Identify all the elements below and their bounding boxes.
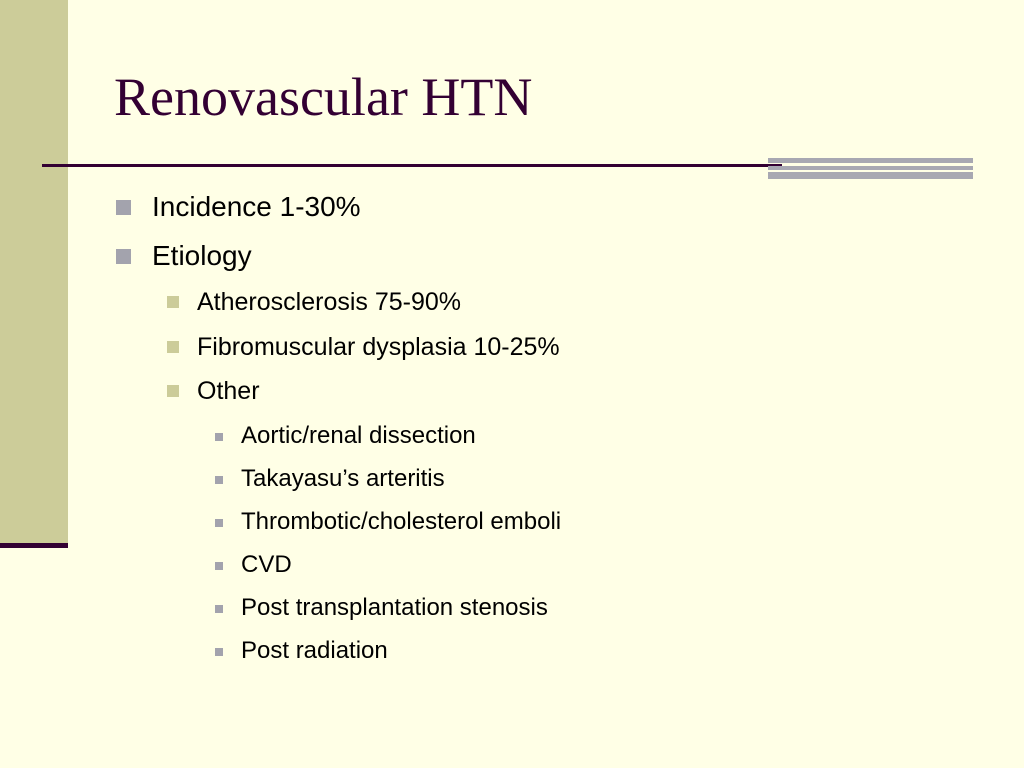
square-bullet-icon [116, 200, 131, 215]
accent-bar [768, 172, 973, 179]
accent-bar [768, 166, 973, 170]
square-bullet-icon [116, 249, 131, 264]
bullet-text: Fibromuscular dysplasia 10-25% [197, 333, 560, 361]
bullet-text: Post transplantation stenosis [241, 594, 548, 621]
square-bullet-icon [215, 605, 223, 613]
bullet-item [241, 508, 561, 536]
title-divider [42, 164, 782, 167]
bullet-text: Post radiation [241, 637, 388, 664]
bullet-item [152, 240, 252, 272]
left-band-divider [0, 543, 68, 548]
bullet-item [241, 422, 476, 450]
bullet-text: Atherosclerosis 75-90% [197, 288, 462, 316]
bullet-item [241, 637, 388, 665]
bullet-item [241, 594, 548, 622]
slide-title: Renovascular HTN [114, 67, 533, 127]
bullet-item [197, 332, 560, 362]
bullet-text: Takayasu’s arteritis [241, 465, 445, 492]
square-bullet-icon [167, 296, 179, 308]
accent-bar [768, 158, 973, 163]
square-bullet-icon [215, 648, 223, 656]
accent-bars [768, 158, 973, 179]
bullet-text: Aortic/renal dissection [241, 422, 476, 449]
bullet-item [197, 287, 461, 317]
bullet-item [152, 191, 361, 223]
square-bullet-icon [167, 385, 179, 397]
bullet-text: Incidence 1-30% [152, 191, 361, 222]
bullet-text: Thrombotic/cholesterol emboli [241, 508, 562, 535]
bullet-item [197, 376, 260, 406]
bullet-text: CVD [241, 551, 292, 578]
square-bullet-icon [215, 476, 223, 484]
bullet-item [241, 465, 445, 493]
bullet-text: Other [197, 377, 260, 405]
square-bullet-icon [167, 341, 179, 353]
bullet-text: Etiology [152, 240, 252, 271]
square-bullet-icon [215, 519, 223, 527]
bullet-item [241, 551, 292, 579]
left-decorative-band [0, 0, 68, 545]
square-bullet-icon [215, 433, 223, 441]
square-bullet-icon [215, 562, 223, 570]
